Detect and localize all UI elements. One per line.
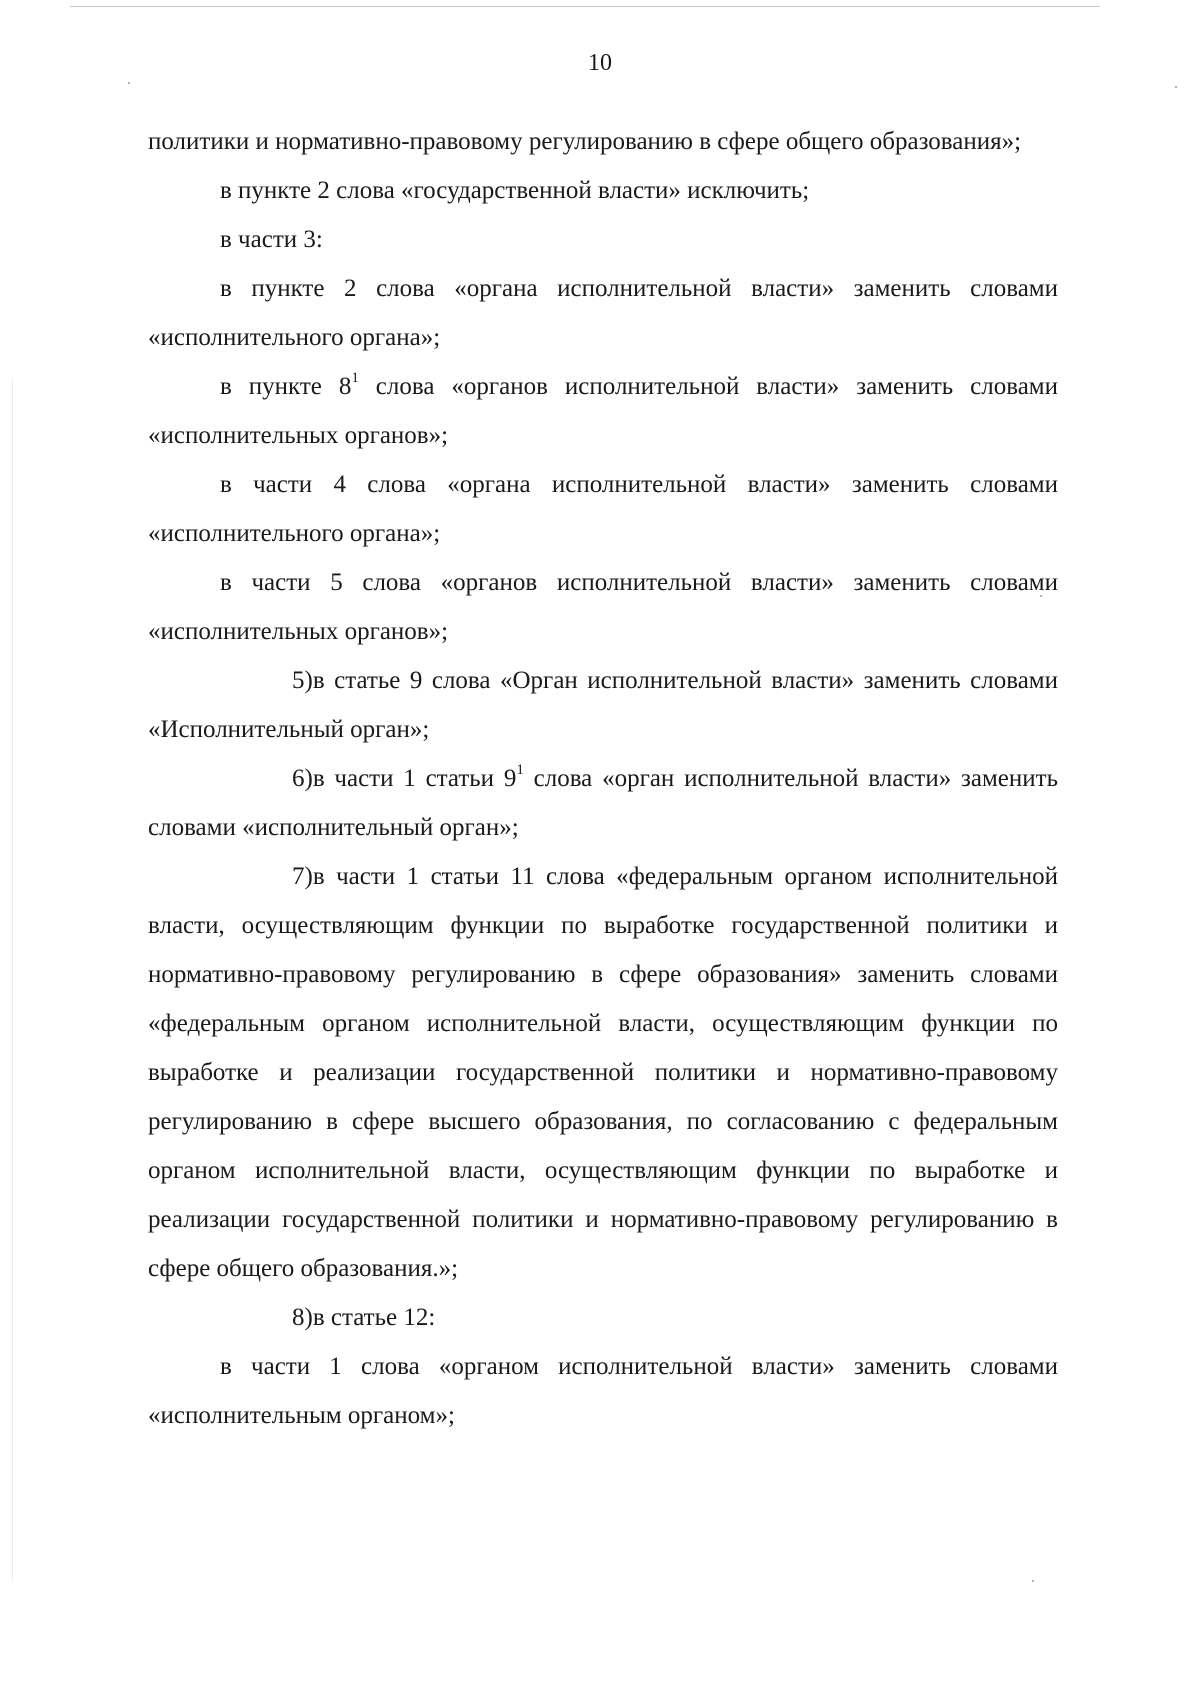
paragraph-text: в статье 9 слова «Орган исполнительной власти» заменить словами «Исполнительный орган»; bbox=[148, 667, 1058, 743]
paragraph bbox=[148, 215, 1058, 264]
paragraph-text: в части 4 слова «органа исполнительной власти» заменить словами «исполнительного органа»; bbox=[148, 471, 1058, 547]
superscript: 1 bbox=[516, 762, 524, 778]
paragraph bbox=[148, 1342, 1058, 1440]
paragraph-text: в пункте 2 слова «государственной власти» исключить; bbox=[220, 177, 810, 204]
scan-left-edge bbox=[12, 380, 13, 1580]
paragraph-text: слова «орган исполнительной власти» заменить словами «исполнительный орган»; bbox=[148, 765, 1058, 841]
paragraph bbox=[148, 460, 1058, 558]
item-number: 7) bbox=[292, 863, 313, 890]
paragraph-text: в пункте 8 bbox=[220, 373, 352, 400]
scan-top-edge bbox=[70, 6, 1100, 7]
paragraph-text: в части 1 слова «органом исполнительной власти» заменить словами «исполнительным органом»; bbox=[148, 1353, 1058, 1429]
numbered-paragraph bbox=[148, 656, 1058, 754]
scan-speck bbox=[1032, 1580, 1034, 1582]
scan-speck bbox=[128, 82, 130, 84]
paragraph bbox=[148, 558, 1058, 656]
paragraph-text: в части 1 статьи 11 слова «федеральным органом исполнительной власти, осуществляющим функции по выработке государственной политики и нормативно-правовому регулированию в сфере образования» заменить словами «федеральным органом исполнительной власти, осуществляющим функции по выработке и реализации государственной политики и нормативно-правовому регулированию в сфере высшего образования, по согласованию с федеральным органом исполнительной власти, осуществляющим функции по выработке и реализации государственной политики и нормативно-правовому регулированию в сфере общего образования.»; bbox=[148, 863, 1058, 1282]
paragraph-text: в статье 12: bbox=[312, 1304, 436, 1331]
superscript: 1 bbox=[351, 370, 359, 386]
scan-speck bbox=[1175, 86, 1177, 88]
paragraph-text: слова «органов исполнительной власти» заменить словами «исполнительных органов»; bbox=[148, 373, 1058, 449]
page-number: 10 bbox=[588, 50, 612, 76]
paragraph bbox=[148, 362, 1058, 460]
paragraph bbox=[148, 166, 1058, 215]
paragraph bbox=[148, 264, 1058, 362]
item-number: 5) bbox=[292, 667, 313, 694]
numbered-paragraph bbox=[148, 852, 1058, 1293]
document-body bbox=[148, 117, 1058, 1440]
item-number: 8) bbox=[292, 1304, 313, 1331]
paragraph bbox=[148, 117, 1058, 166]
paragraph-text: в части 5 слова «органов исполнительной власти» заменить словами «исполнительных органов»; bbox=[148, 569, 1058, 645]
numbered-paragraph bbox=[148, 754, 1058, 852]
numbered-paragraph bbox=[148, 1293, 1058, 1342]
paragraph-text: в части 3: bbox=[220, 226, 323, 253]
paragraph-text: в части 1 статьи 9 bbox=[312, 765, 517, 792]
paragraph-text: в пункте 2 слова «органа исполнительной власти» заменить словами «исполнительного органа»; bbox=[148, 275, 1058, 351]
item-number: 6) bbox=[292, 765, 313, 792]
paragraph-text: политики и нормативно-правовому регулированию в сфере общего образования»; bbox=[148, 128, 1022, 155]
